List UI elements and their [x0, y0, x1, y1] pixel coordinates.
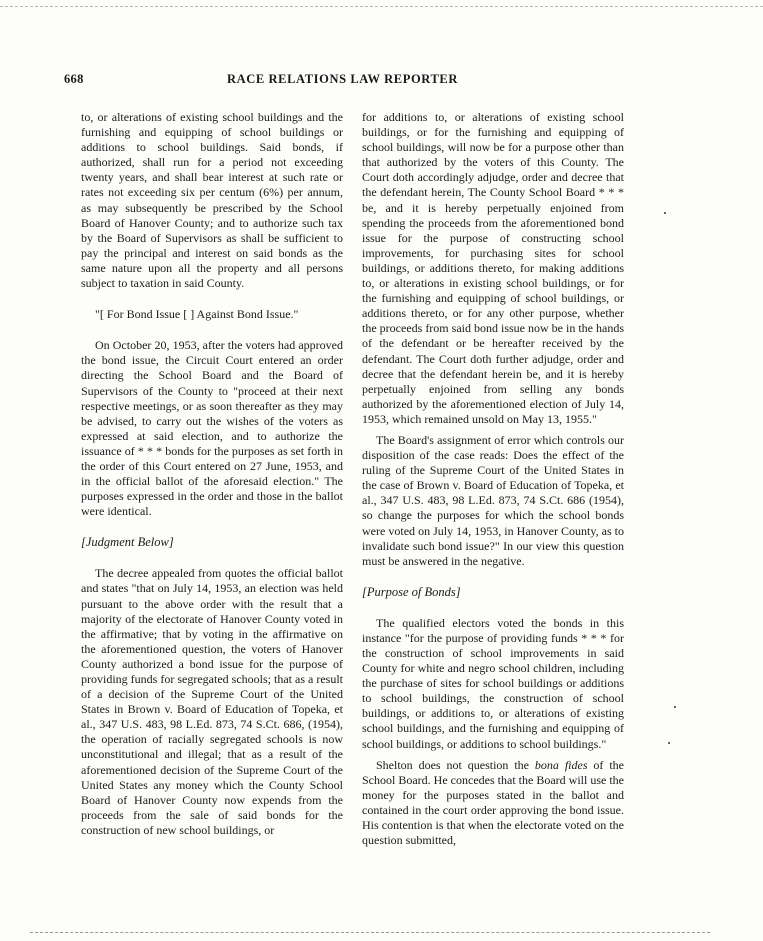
- bona-fides-term: bona fides: [534, 757, 588, 772]
- left-paragraph-decree: The decree appealed from quotes the official ballot and states "that on July 14, 1953, an election was held pursuant to the above order with the result that a majority of the electorate of Hanover County voted in the affirmative; that by voting in the affirmative on the aforementioned question, the voters of Hanover County authorized a bond issue for the purpose of providing funds for segregated schools; that as a result of a decision of the Supreme Court of the United States in Brown v. Board of Education of Topeka, et al., 347 U.S. 483, 98 L.Ed. 873, 74 S.Ct. 686, (1954), the operation of racially segregated schools is now unconstitutional and illegal; that as a result of the aforementioned decision of the Supreme Court of the United States any money which the County School Board of Hanover County now expends from the proceeds from the sale of said bonds for the construction of new school buildings, or: [81, 566, 343, 837]
- shelton-text-end: of the School Board. He concedes that the Board will use the money for the purposes stated in the ballot and contained in the court order approving the bond issue. His contention is that when the electorate voted on the question submitted,: [362, 757, 625, 848]
- right-column: [362, 110, 624, 848]
- left-column: [81, 110, 343, 838]
- right-paragraph-assignment: The Board's assignment of error which controls our disposition of the case reads: Does the effect of the ruling of the Supreme Court of the United States in the case of Brown v. Board of Education of Topeka, et al., 347 U.S. 483, 98 L.Ed. 873, 74 S.Ct. 686 (1954), so change the purposes for which the school bonds were voted on July 14, 1953, in Hanover County, as to invalidate such bond issue?" In our view this question must be answered in the negative.: [362, 432, 624, 568]
- right-paragraph-electors: The qualified electors voted the bonds in this instance "for the purpose of providing funds * * * for the construction of school improvements in said County for white and negro school children, including the purchase of sites for school buildings or additions to school buildings, the construction of school buildings, or additions to, or alterations of existing school buildings, and the furnishing and equipping of school buildings, or additions to school buildings.": [362, 615, 624, 751]
- left-paragraph-order: On October 20, 1953, after the voters had approved the bond issue, the Circuit Court entered an order directing the School Board and the Board of Supervisors of the County to "proceed at their next respective meetings, or as soon thereafter as they may be advised, to carry out the wishes of the voters as expressed at said election, and to authorize the issuance of * * * bonds for the purposes as set forth in the order of this Court entered on 27 June, 1953, and in the official ballot of the aforesaid election." The purposes expressed in the order and those in the ballot were identical.: [81, 338, 343, 519]
- bottom-edge-rule: [30, 932, 710, 933]
- ballot-choice-line: "[ For Bond Issue [ ] Against Bond Issue.": [95, 307, 299, 322]
- left-paragraph-continued: to, or alterations of existing school buildings and the furnishing and equipping of school buildings or additions to school buildings. Said bonds, if authorized, shall run for a period not exceeding twenty years, and shall bear interest at such rate or rates not exceeding six per centum (6%) per annum, as may subsequently be prescribed by the School Board of Hanover County; and to authorize such tax by the Board of Supervisors as shall be sufficient to pay the principal and interest on said bonds as the same nature upon all the property and all persons subject to taxation in said County.: [81, 110, 343, 291]
- right-paragraph-continued: for additions to, or alterations of existing school buildings, or for the furnishing and equipping of school buildings, will now be for a purpose other than that authorized by the voters of this County. The Court doth accordingly adjudge, order and decree that the defendant herein, The County School Board * * * be, and it is hereby perpetually enjoined from spending the proceeds from the aforementioned bond issue for the purpose of constructing school improvements, for purchasing sites for school buildings, or additions thereto, for making additions to, or alterations in existing school buildings, or for the furnishing and equipping of school buildings, or additions thereto, or for any other purpose, whether the proceeds from said bond issue now be in the hands of the defendant or be hereafter received by the defendant. The Court doth further adjudge, order and decree that the defendant herein be, and it is hereby perpetually enjoined from selling any bonds authorized by the aforementioned election of July 14, 1953, which remained unsold on May 13, 1955.": [362, 110, 624, 426]
- running-head: RACE RELATIONS LAW REPORTER: [227, 72, 458, 86]
- right-paragraph-shelton: [362, 758, 624, 849]
- scan-speck: [668, 742, 670, 744]
- page-number: 668: [64, 72, 84, 86]
- page-header: [64, 72, 674, 90]
- subhead-judgment-below: [Judgment Below]: [81, 535, 174, 550]
- scan-speck: [664, 212, 666, 214]
- scan-speck: [674, 706, 676, 708]
- top-edge-rule: [0, 6, 763, 7]
- shelton-text-start: Shelton does not question the: [376, 757, 535, 772]
- subhead-purpose-of-bonds: [Purpose of Bonds]: [362, 584, 461, 599]
